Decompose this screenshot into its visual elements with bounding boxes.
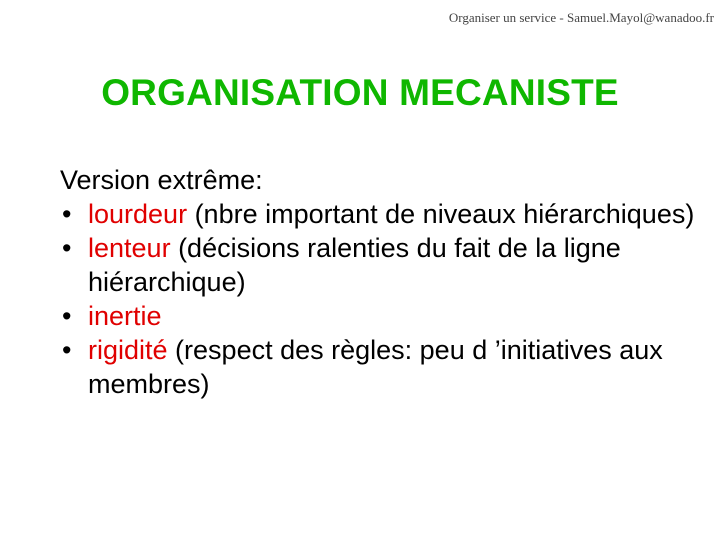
bullet-detail: (décisions ralenties du fait de la ligne hiérarchique) <box>88 233 621 297</box>
intro-text: Version extrême: <box>60 165 263 195</box>
bullet-term: lenteur <box>88 233 171 263</box>
bullet-item-lourdeur <box>60 197 700 231</box>
bullet-icon: • <box>62 335 72 365</box>
bullet-detail: (nbre important de niveaux hiérarchiques) <box>187 199 695 229</box>
bullet-icon: • <box>62 233 72 263</box>
bullet-term: rigidité <box>88 335 168 365</box>
header-note: Organiser un service - Samuel.Mayol@wanadoo.fr <box>448 10 714 25</box>
bullet-item-lenteur <box>60 231 700 299</box>
bullet-icon: • <box>62 301 72 331</box>
bullet-term: lourdeur <box>88 199 188 229</box>
bullet-detail: (respect des règles: peu d ’initiatives aux membres) <box>88 335 663 399</box>
bullet-item-rigidite <box>60 333 700 401</box>
bullet-icon: • <box>62 199 72 229</box>
bullet-term: inertie <box>88 301 162 331</box>
slide-title: ORGANISATION MECANISTE <box>101 72 619 113</box>
bullet-list <box>60 197 700 401</box>
bullet-item-inertie <box>60 299 700 333</box>
slide-content <box>60 163 700 401</box>
